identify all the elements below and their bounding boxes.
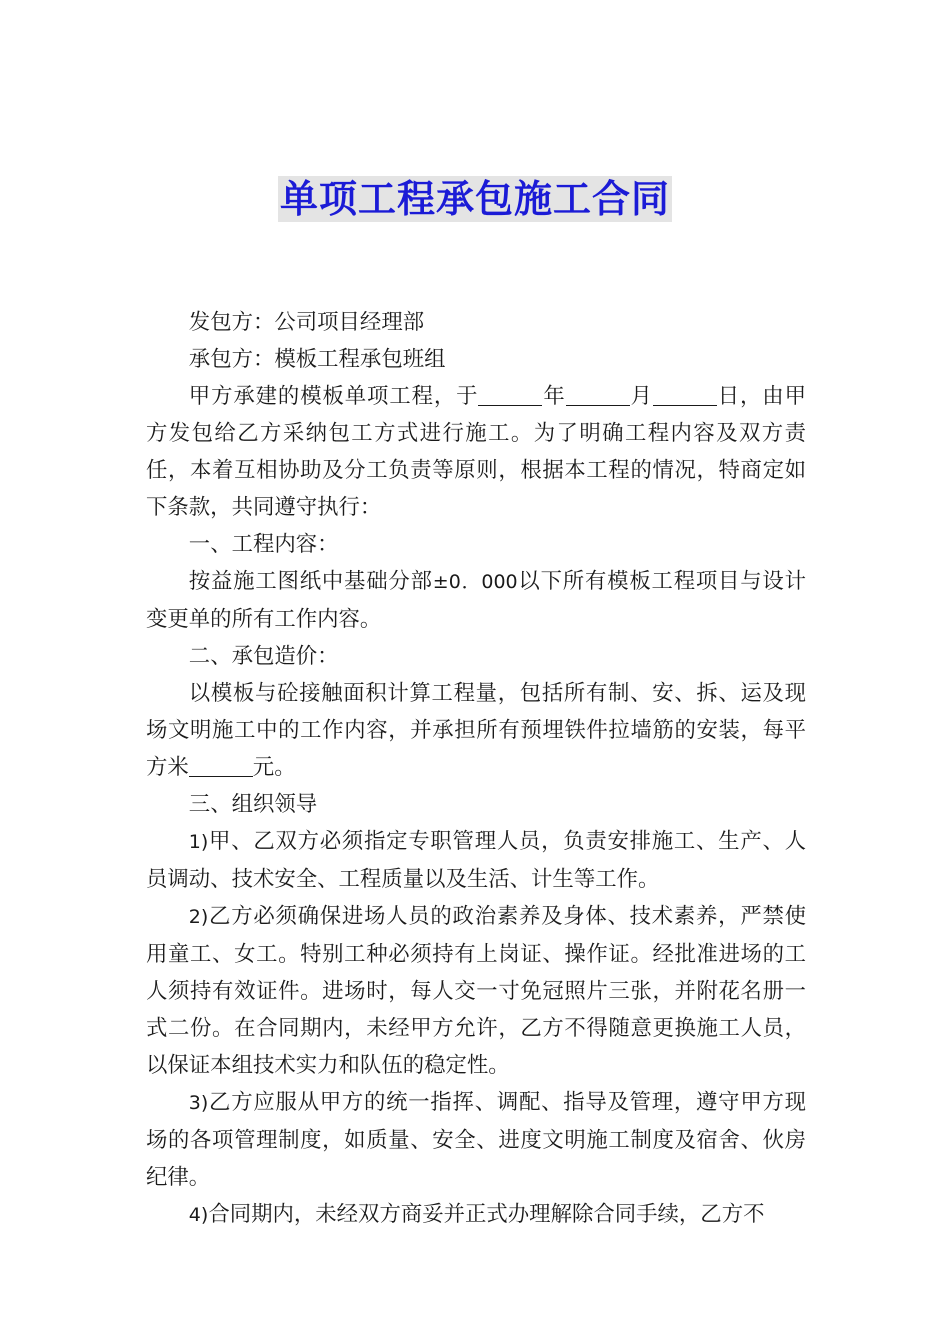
price-text-end: 元。: [252, 755, 296, 780]
paragraph-issuer: [146, 304, 806, 341]
clause-number: 1): [188, 831, 209, 853]
section-heading-price: [146, 638, 806, 675]
clause-1: [146, 823, 806, 898]
paragraph-preamble: [146, 378, 806, 526]
paragraph-price: [146, 675, 806, 786]
day-blank: [653, 383, 717, 406]
clause-number: 3): [188, 1092, 209, 1114]
clause-text: 合同期内，未经双方商妥并正式办理解除合同手续，乙方不: [208, 1202, 765, 1227]
month-blank: [566, 383, 630, 406]
month-label: 月: [629, 384, 653, 409]
preamble-text-end: 日，由甲方发包给乙方采纳包工方式进行施工。为了明确工程内容及双方责任，本着互相协助及分工负责等原则，根据本工程的情况，特商定如下条款，共同遵守执行：: [146, 384, 806, 520]
scope-text-start: 按益施工图纸中基础分部: [188, 569, 433, 594]
contractor-text: 承包方：模板工程承包班组: [188, 347, 446, 372]
clause-text: 乙方必须确保进场人员的政治素养及身体、技术素养，严禁使用童工、女工。特别工种必须持有上岗证、操作证。经批准进场的工人须持有效证件。进场时，每人交一寸免冠照片三张，并附花名册一式二份。在合同期内，未经甲方允许，乙方不得随意更换施工人员，以保证本组技术实力和队伍的稳定性。: [146, 904, 806, 1078]
section-heading-scope: [146, 526, 806, 563]
clause-2: [146, 898, 806, 1084]
clause-4: [146, 1196, 806, 1234]
section-heading-organization: [146, 786, 806, 823]
price-blank: [189, 754, 253, 777]
scope-text-end: 以下所有模板工程项目与设计变更单的所有工作内容。: [146, 569, 806, 632]
section-heading-text: 二、承包造价：: [188, 644, 339, 669]
clause-text: 乙方应服从甲方的统一指挥、调配、指导及管理，遵守甲方现场的各项管理制度，如质量、安全、进度文明施工制度及宿舍、伙房纪律。: [146, 1090, 806, 1190]
price-text-start: 以模板与砼接触面积计算工程量，包括所有制、安、拆、运及现场文明施工中的工作内容，并承担所有预埋铁件拉墙筋的安装，每平方米: [146, 681, 806, 780]
clause-3: [146, 1084, 806, 1196]
title-block: [0, 176, 950, 222]
year-blank: [478, 383, 542, 406]
document-title: 单项工程承包施工合同: [279, 177, 670, 221]
issuer-text: 发包方：公司项目经理部: [188, 310, 425, 335]
section-heading-text: 三、组织领导: [188, 792, 318, 817]
document-body: [146, 304, 806, 1234]
clause-text: 甲、乙双方必须指定专职管理人员，负责安排施工、生产、人员调动、技术安全、工程质量以及生活、计生等工作。: [146, 829, 806, 892]
paragraph-scope: [146, 563, 806, 638]
paragraph-contractor: [146, 341, 806, 378]
section-heading-text: 一、工程内容：: [188, 532, 339, 557]
clause-number: 2): [188, 906, 209, 928]
preamble-text-start: 甲方承建的模板单项工程，于: [188, 384, 479, 409]
elevation-value: ±0．000: [432, 571, 518, 593]
year-label: 年: [542, 384, 566, 409]
clause-number: 4): [188, 1204, 209, 1226]
